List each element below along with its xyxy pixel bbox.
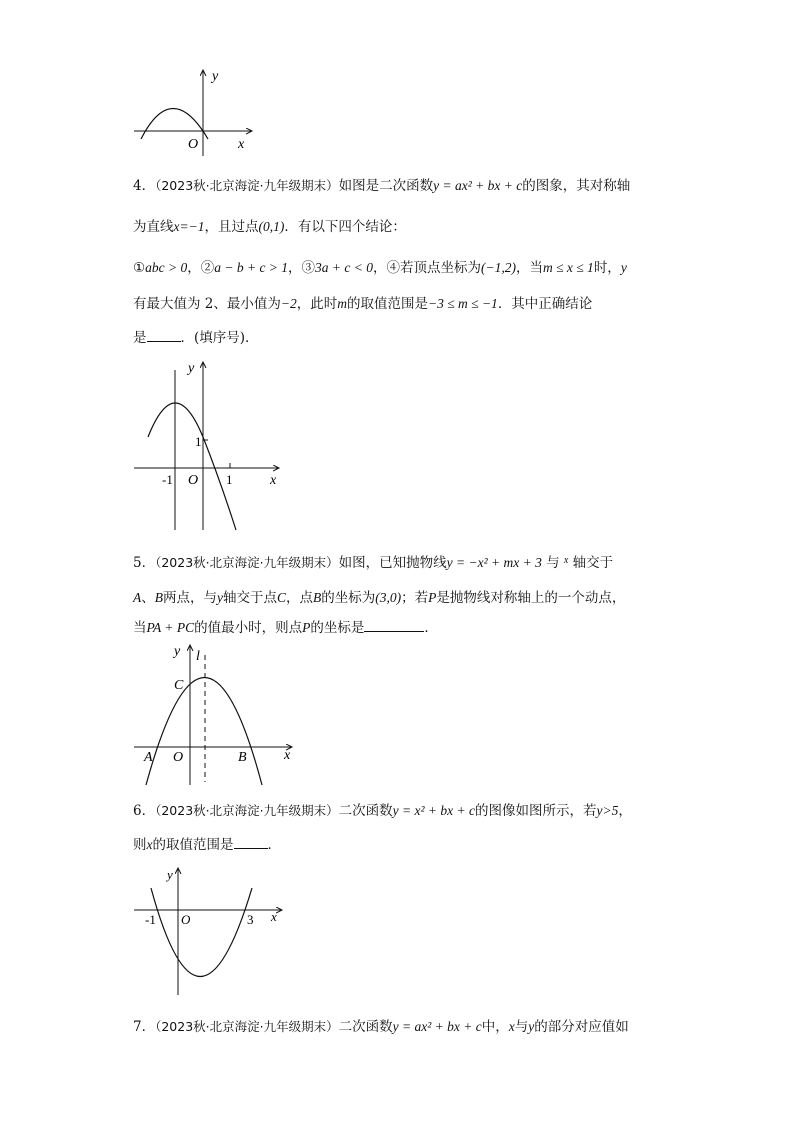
q4-equation: y = ax² + bx + c [433,178,523,193]
x-label: x [238,137,245,152]
q5-line-3 [133,618,438,638]
q4-var: m [337,296,348,311]
q5-text: 、 [141,590,155,606]
q5-answer-blank[interactable] [364,618,424,632]
q5-text: 当 [133,620,147,636]
q4-conclusion-2-mark: ② [200,260,215,276]
q4-text: 如图是二次函数 [338,178,434,194]
q4-text: ，当 [516,260,543,276]
q4-m-range: −3 ≤ m ≤ −1 [428,296,498,311]
q5-var: P [428,590,437,605]
q4-neg1-label: -1 [162,472,173,487]
q5-var: x [563,555,569,566]
q5-var: C [277,590,287,605]
q4-sep: ， [288,260,302,276]
q4-conclusion-3: 3a + c < 0 [315,260,374,275]
q4-text: ，此时 [296,296,338,312]
q4-var: y [620,260,627,275]
q4-text: ．(填序号)． [180,330,259,346]
q6-text: 的取值范围是 [152,837,234,853]
q5-text: 轴交于点 [223,590,277,606]
q4-text: ，且过点 [204,219,259,235]
q5-B-label: B [238,750,247,765]
q6-text: 二次函数 [338,803,393,819]
q4-conclusion-1: abc > 0 [145,260,188,275]
q7-equation: y = ax² + bx + c [392,1019,482,1034]
q4-line-1 [133,176,630,196]
q6-answer-blank[interactable] [234,835,268,849]
q6-x-label: x [271,909,277,924]
q4-range: m ≤ x ≤ 1 [543,260,594,275]
q5-x-label: x [284,748,291,763]
q5-text: ，点 [286,590,314,606]
q5-line-2 [133,588,625,608]
q4-conclusion-4: ④若顶点坐标为 [386,260,482,276]
q5-text: 轴交于 [572,555,614,571]
q5-expression: PA + PC [146,620,195,635]
q4-number: 4． [133,178,156,194]
q5-text: 与 [546,555,560,571]
q7-line-1 [133,1017,629,1037]
q7-text: 中， [481,1019,509,1035]
q5-var: A [133,590,142,605]
q7-text: 二次函数 [338,1019,393,1035]
q6-text: 则 [133,837,147,853]
q4-text: 时， [593,260,621,276]
q6-source: （2023秋·北京海淀·九年级期末） [155,803,339,818]
q4-line-5 [133,328,259,348]
q5-text: 两点，与 [163,590,217,606]
q5-C-label: C [174,678,184,693]
q4-sep: ， [373,260,387,276]
q4-x-label: x [270,473,277,488]
q4-text: 有最大值为 2、最小值为 [133,296,281,312]
q4-conclusion-1-mark: ① [133,260,146,276]
q4-x-one-label: 1 [226,472,233,487]
q4-vertex: (−1,2) [481,260,516,275]
q4-min: −2 [280,296,297,311]
q5-y-label: y [174,644,181,659]
q6-parabola-curve [151,888,252,977]
q4-answer-blank[interactable] [147,328,181,342]
q5-equation: y = −x² + mx + 3 [446,555,542,570]
q5-text: 的坐标是 [310,620,365,636]
q4-one-label: 1 [195,434,202,449]
origin-label: O [188,137,199,152]
q5-number: 5． [133,555,156,571]
q6-neg1-label: -1 [145,912,156,927]
q7-number: 7． [133,1019,156,1035]
q6-O-label: O [181,912,191,927]
q5-var: y [217,590,223,605]
q7-source: （2023秋·北京海淀·九年级期末） [155,1019,339,1034]
y-label: y [212,69,219,84]
q6-line-2 [133,835,281,855]
q6-text: ． [267,837,281,853]
q4-point: (0,1) [258,219,285,234]
q4-line-2 [133,217,406,237]
q5-parabola-curve [146,678,262,786]
q5-point: (3,0) [375,590,402,605]
q5-line-1 [133,551,613,573]
q4-y-label: y [188,361,195,376]
q6-var: x [146,837,153,852]
q5-text: ． [424,620,438,636]
q5-var: B [154,590,163,605]
q5-O-label: O [173,750,184,765]
q4-conclusion-2: a − b + c > 1 [214,260,289,275]
q6-three-label: 3 [247,912,254,927]
q4-axis-eq: x=−1 [173,219,205,234]
q4-text: 为直线 [133,219,174,235]
q4-text: 的取值范围是 [347,296,429,312]
q5-var: P [302,620,311,635]
q4-line-3 [133,258,627,278]
parabola-curve [141,109,208,140]
q4-text: 是 [133,330,147,346]
q7-var: y [528,1019,535,1034]
q6-inequality: y>5 [596,803,619,818]
q4-conclusion-3-mark: ③ [301,260,316,276]
q6-text: 的图像如图所示，若 [474,803,597,819]
q4-text: ．其中正确结论 [497,296,593,312]
q5-source: （2023秋·北京海淀·九年级期末） [155,555,339,570]
q5-text: 是抛物线对称轴上的一个动点， [436,590,626,606]
q7-text: 与 [514,1019,529,1035]
q5-l-label: l [196,649,200,664]
q7-var: x [508,1019,515,1034]
q5-text: 的值最小时，则点 [194,620,303,636]
q6-y-label: y [167,867,173,882]
q6-text: ， [618,803,632,819]
q4-origin-label: O [188,473,199,488]
q6-line-1 [133,801,632,821]
q5-A-label: A [144,750,153,765]
q5-text: 的坐标为 [321,590,376,606]
q5-text: ；若 [401,590,429,606]
q5-text: 如图，已知抛物线 [338,555,447,571]
q6-number: 6． [133,803,156,819]
q4-line-4 [133,294,592,314]
q4-sep: ， [187,260,201,276]
q4-text: ．有以下四个结论： [284,219,406,235]
q5-var: B [313,590,322,605]
q4-text: 的图象，其对称轴 [522,178,631,194]
q7-text: 的部分对应值如 [534,1019,629,1035]
q4-parabola-curve [148,403,236,530]
q6-equation: y = x² + bx + c [392,803,475,818]
q4-source: （2023秋·北京海淀·九年级期末） [155,178,339,193]
